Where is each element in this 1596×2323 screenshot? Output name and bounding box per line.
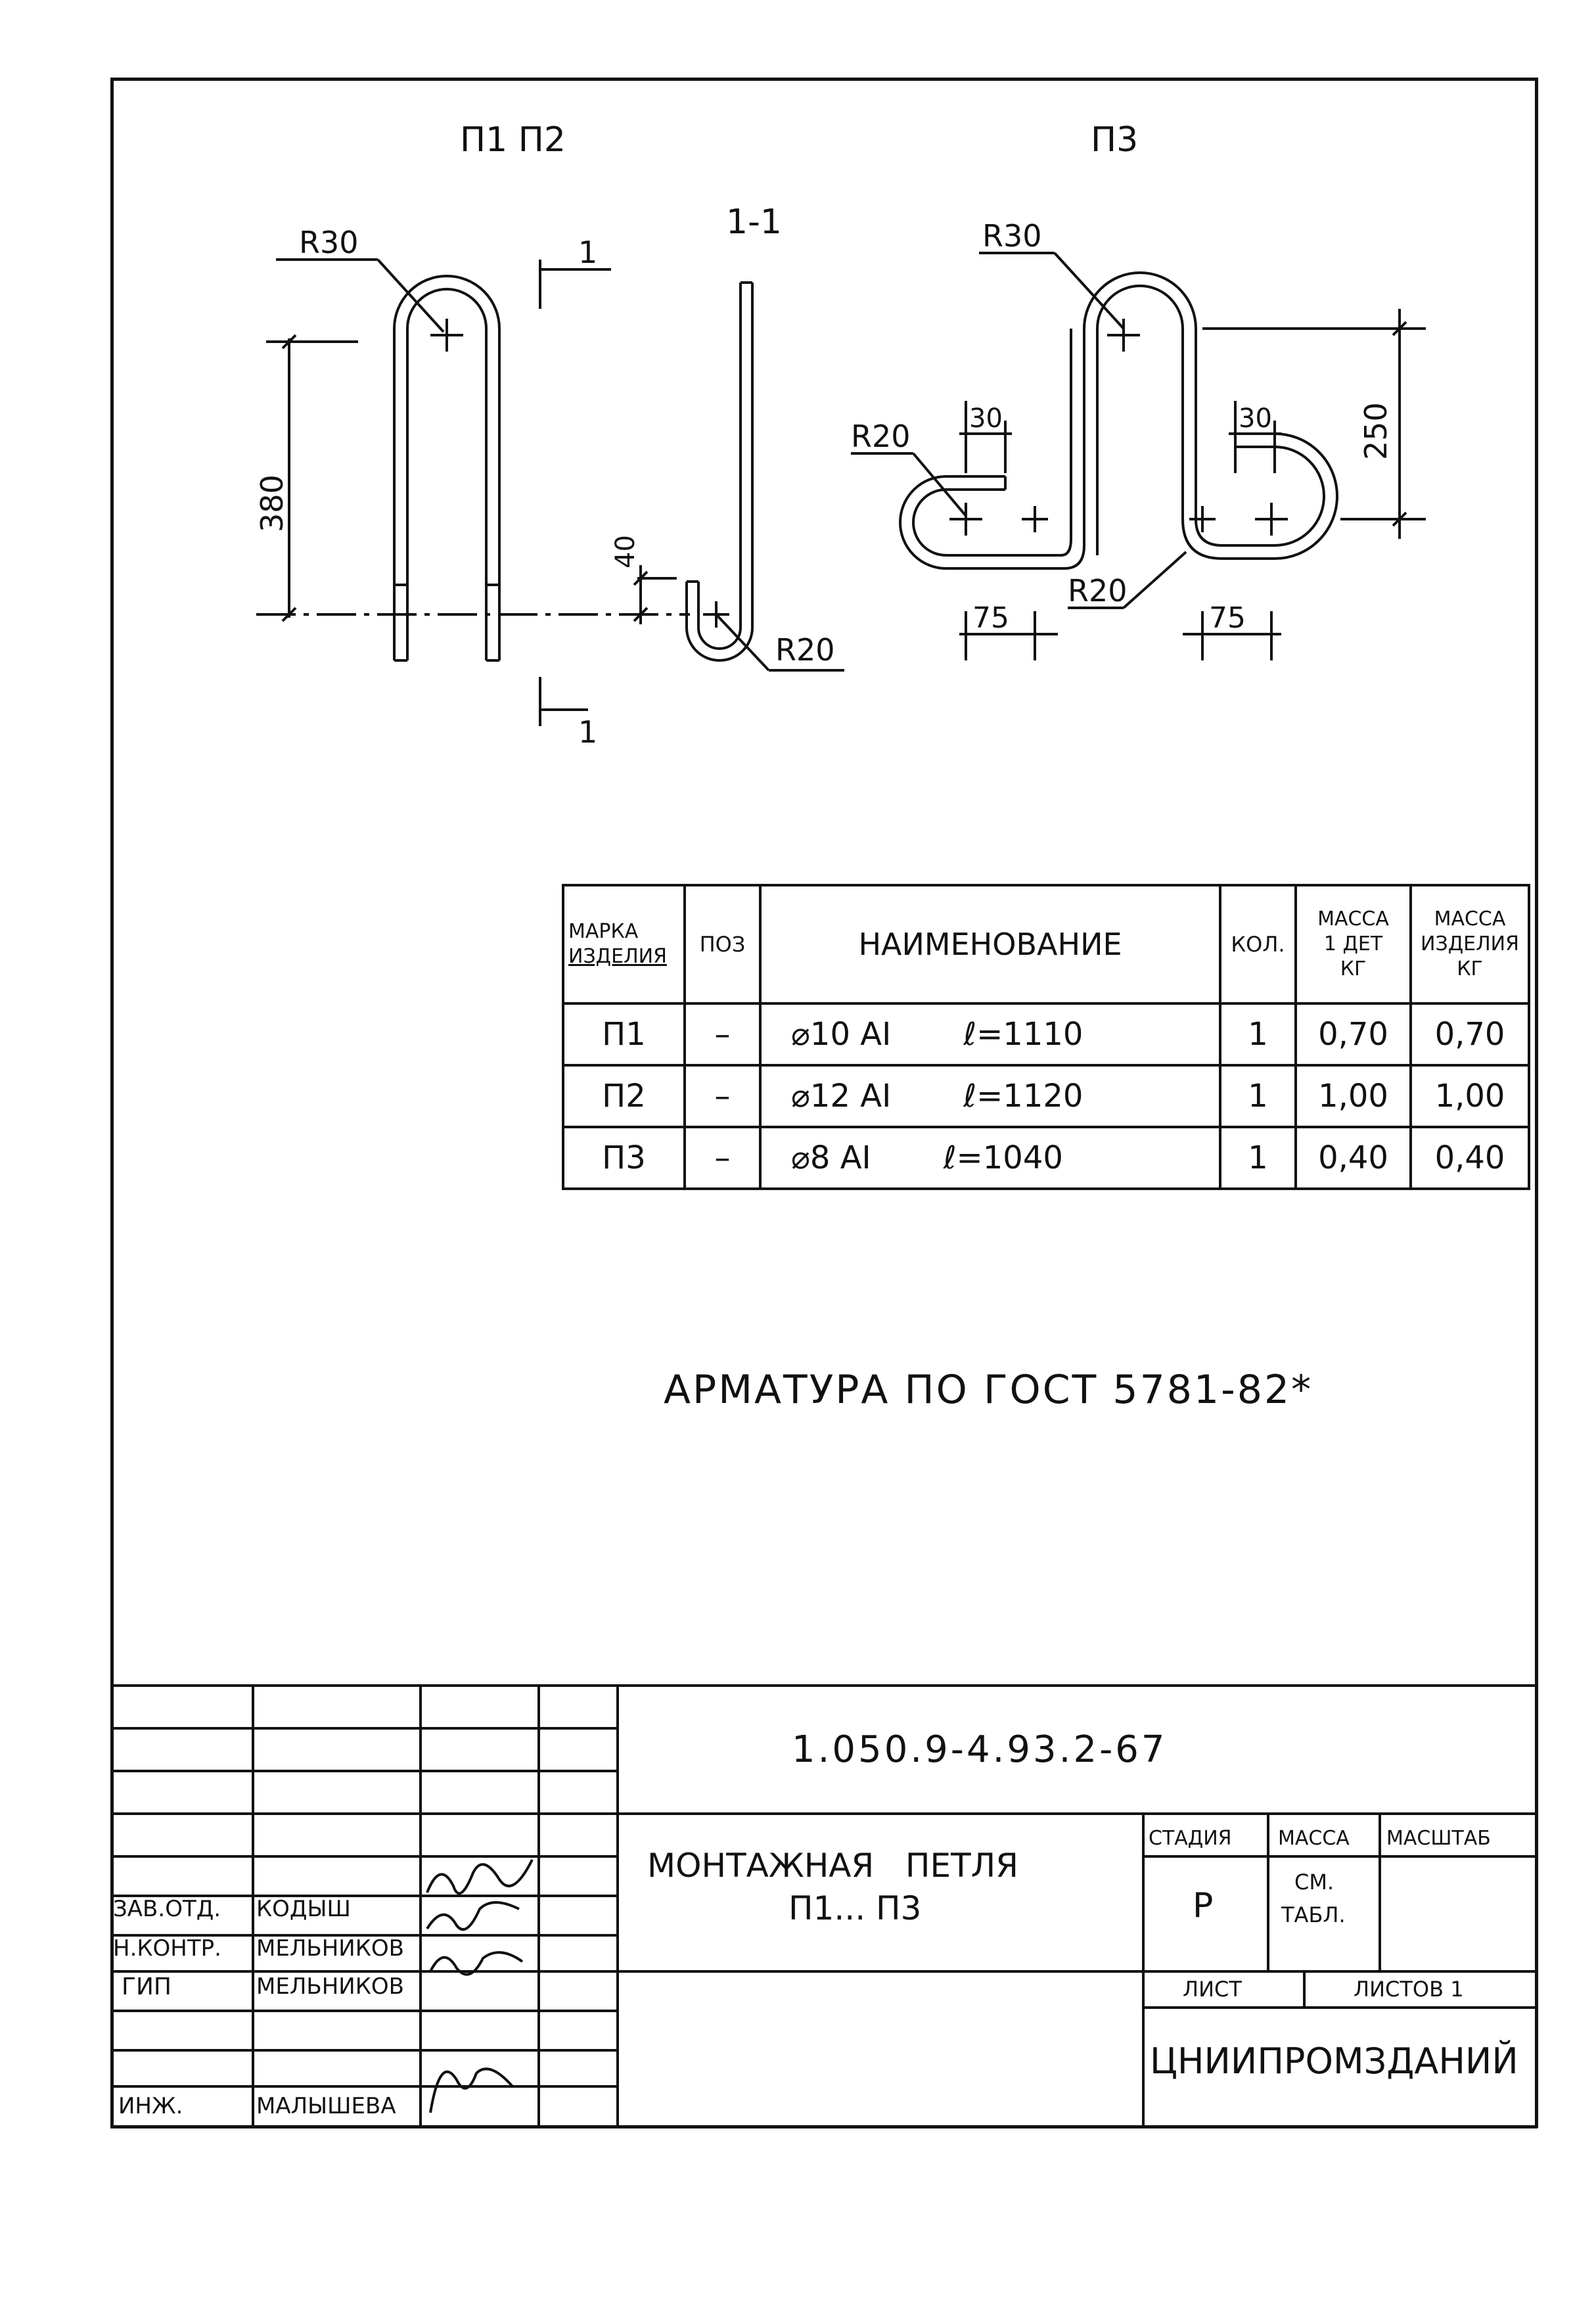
signer-name: МЕЛЬНИКОВ [256,1935,404,1962]
scale-label: МАСШТАБ [1386,1827,1491,1850]
cell-mass-total: 0,40 [1411,1127,1529,1189]
signer-name: КОДЫШ [256,1896,351,1922]
cell-mass-total: 0,70 [1411,1003,1529,1065]
sheet-label: ЛИСТ [1183,1977,1242,2002]
header-mark: МАРКА ИЗДЕЛИЯ [563,885,685,1003]
title-line-1: МОНТАЖНАЯ ПЕТЛЯ [647,1847,1018,1885]
table-row [563,1003,1529,1065]
mass-label: МАССА [1278,1827,1350,1850]
header-mass-unit: МАССА 1 ДЕТ КГ [1296,885,1411,1003]
title-line-2: П1... П3 [788,1889,922,1927]
loop-p3-inner [913,329,1071,555]
mass-value-1: СМ. [1294,1870,1334,1895]
stage-label: СТАДИЯ [1149,1827,1232,1850]
cell-mass-total: 1,00 [1411,1065,1529,1127]
section-mark-top: 1 [578,235,598,270]
cell-name: ⌀12 AI ℓ=1120 [760,1065,1220,1127]
cell-mark: П1 [563,1003,685,1065]
dim-40: 40 [610,535,641,568]
section-hook-outer [687,283,752,660]
cell-pos: – [685,1003,760,1065]
cell-qty: 1 [1220,1127,1296,1189]
table-row [563,1065,1529,1127]
cell-mass-unit: 0,40 [1296,1127,1411,1189]
dim-r20-p3-left: R20 [851,419,911,454]
label-p1-p2: П1 П2 [460,120,566,160]
steel-standard-note: АРМАТУРА ПО ГОСТ 5781-82* [664,1367,1313,1413]
sheets-label: ЛИСТОВ 1 [1354,1977,1464,2002]
header-mass-total: МАССА ИЗДЕЛИЯ КГ [1411,885,1529,1003]
dim-r30-p3: R30 [982,218,1042,254]
dim-30-right: 30 [1239,403,1272,434]
header-pos: ПОЗ [685,885,760,1003]
dim-75-left: 75 [972,601,1009,635]
cell-name: ⌀10 AI ℓ=1110 [760,1003,1220,1065]
signer-name: МЕЛЬНИКОВ [256,1973,404,2000]
signer-role: ИНЖ. [118,2093,183,2119]
dim-75-right: 75 [1209,601,1246,635]
reinforcement-drawings [0,0,1596,789]
section-mark-bottom: 1 [578,714,598,750]
cell-mass-unit: 1,00 [1296,1065,1411,1127]
specification-table [562,884,1530,1190]
cell-name: ⌀8 AI ℓ=1040 [760,1127,1220,1189]
mass-value-2: ТАБЛ. [1281,1902,1346,1927]
dim-r20-p3-right: R20 [1068,573,1128,609]
cell-mark: П3 [563,1127,685,1189]
signer-role: ЗАВ.ОТД. [113,1896,221,1922]
spec-header-row [563,885,1529,1003]
label-section: 1-1 [726,202,782,242]
signer-role: Н.КОНТР. [113,1935,221,1962]
header-name: НАИМЕНОВАНИЕ [760,885,1220,1003]
section-hook-inner [698,283,741,649]
organization-name: ЦНИИПРОМЗДАНИЙ [1150,2040,1518,2082]
stage-value: Р [1193,1886,1214,1925]
table-row [563,1127,1529,1189]
cell-qty: 1 [1220,1065,1296,1127]
signatures [427,1860,532,2113]
header-qty: КОЛ. [1220,885,1296,1003]
dim-380: 380 [254,474,290,532]
cell-mass-unit: 0,70 [1296,1003,1411,1065]
signer-role: ГИП [122,1973,171,2000]
label-p3: П3 [1091,120,1139,160]
cell-mark: П2 [563,1065,685,1127]
cell-pos: – [685,1127,760,1189]
dim-r20-section: R20 [775,632,835,668]
dim-r30-p1p2: R30 [299,225,359,260]
dim-30-left: 30 [969,403,1003,434]
signer-name: МАЛЫШЕВА [256,2093,396,2119]
cell-pos: – [685,1065,760,1127]
dim-250: 250 [1358,402,1394,460]
cell-qty: 1 [1220,1003,1296,1065]
document-code: 1.050.9-4.93.2-67 [792,1728,1168,1771]
